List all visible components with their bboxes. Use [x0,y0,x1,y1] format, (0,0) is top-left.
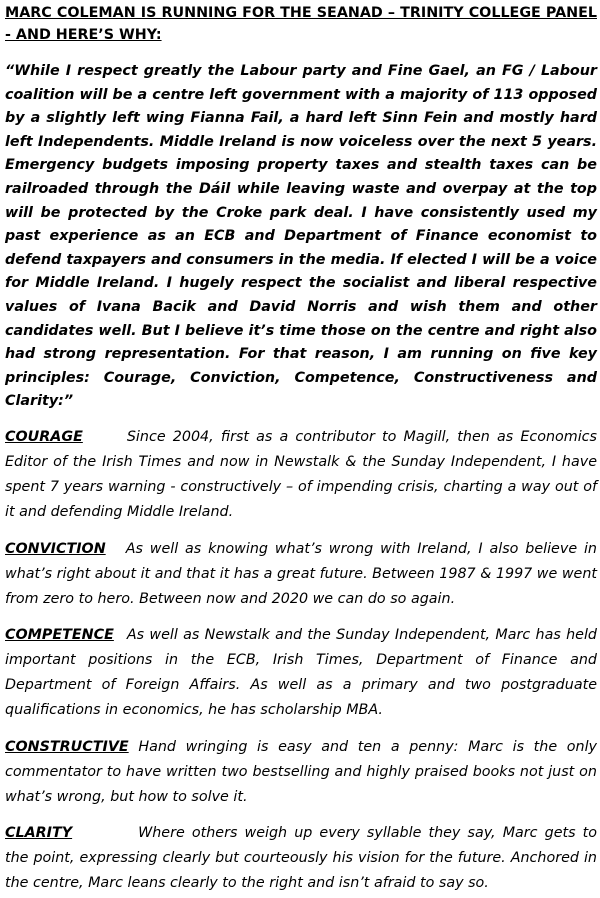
principle-text: Where others weigh up every syllable they say, Marc gets to the point, expressing clearly but courteously his vision for the future. Anchored in the centre, Marc leans clearly to the right and isn’t afraid to say so. [5,825,597,892]
principle-text: As well as Newstalk and the Sunday Independent, Marc has held important positions in the ECB, Irish Times, Department of Finance and Department of Foreign Affairs. As well as a primary and two postgraduate qualifications in economics, he has scholarship MBA. [5,627,597,719]
principle-text: As well as knowing what’s wrong with Ireland, I also believe in what’s right about it and that it has a great future. Between 1987 & 1997 we went from zero to hero. Between now and 2020 we can do so again. [5,540,598,607]
principle-conviction [5,537,597,612]
candidate-quote: “While I respect greatly the Labour party and Fine Gael, an FG / Labour coalition will be a centre left government with a majority of 113 opposed by a slightly left wing Fianna Fail, a hard left Sinn Fein and mostly hard left Independents. Middle Ireland is now voiceless over the next 5 years. Emergency budgets imposing property taxes and stealth taxes can be railroaded through the Dáil while leaving waste and overpay at the top will be protected by the Croke park deal. I have consistently used my past experience as an ECB and Department of Finance economist to defend taxpayers and consumers in the media. If elected I will be a voice for Middle Ireland. I hugely respect the socialist and liberal respective values of Ivana Bacik and David Norris and wish them and other candidates well. But I believe it’s time those on the centre and right also had strong representation. For that reason, I am running on five key principles: Courage, Conviction, Competence, Constructiveness and Clarity:” [5,63,597,410]
principle-text: Since 2004, first as a contributor to Magill, then as Economics Editor of the Irish Times and now in Newstalk & the Sunday Independent, I have spent 7 years warning - constructively – of impending crisis, charting a way out of it and defending Middle Ireland. [5,429,597,521]
principle-term: CONSTRUCTIVE [5,738,129,755]
principle-competence [5,623,597,723]
principle-term: COMPETENCE [5,627,114,644]
principle-text: Hand wringing is easy and ten a penny: Marc is the only commentator to have written two bestselling and highly praised books not just on what’s wrong, but how to solve it. [5,738,597,805]
principle-clarity [5,821,597,896]
document-heading: MARC COLEMAN IS RUNNING FOR THE SEANAD – TRINITY COLLEGE PANEL - AND HERE’S WHY: [5,5,597,43]
document-page [5,2,597,896]
principle-term: CLARITY [5,825,73,842]
principle-constructive [5,735,597,810]
principle-courage [5,425,597,525]
principle-term: CONVICTION [5,540,106,557]
principle-term: COURAGE [5,429,83,446]
